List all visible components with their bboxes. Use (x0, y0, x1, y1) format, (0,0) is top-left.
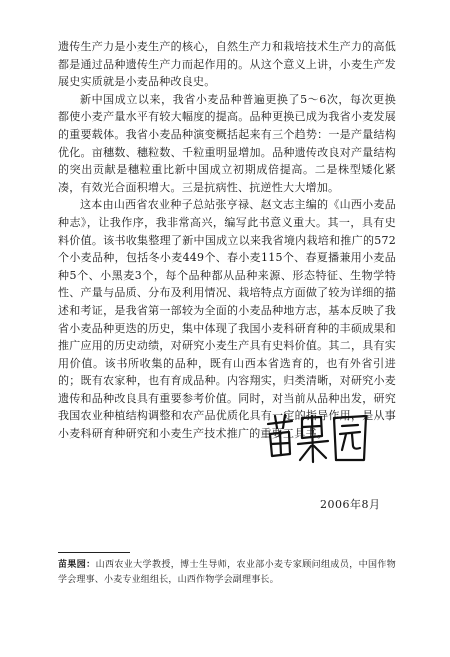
preface-body (58, 38, 396, 443)
paragraph-2: 新中国成立以来，我省小麦品种普遍更换了5～6次，每次更换都使小麦产量水平有较大幅度的提高。品种更换已成为我省小麦发展的重要载体。我省小麦品种演变概括起来有三个趋势：一是产量结构优化。亩穗数、穗粒数、千粒重明显增加。品种遗传改良对产量结构的突出贡献是穗粒重比新中国成立初期成倍提高。二是株型矮化紧凑，有效光合面积增大。三是抗病性、抗逆性大大增加。 (58, 92, 396, 194)
paragraph-3: 这本由山西省农业种子总站张亨禄、赵文志主编的《山西小麦品种志》，让我作序，我非常高兴，编写此书意义重大。其一，具有史料价值。该书收集整理了新中国成立以来我省境内栽培和推广的572个小麦品种，包括冬小麦449个、春小麦115个、春夏播兼用小麦品种5个、小黑麦3个，每个品种都从品种来源、形态特征、生物学特性、产量与品质、分布及利用情况、栽培特点方面做了较为详细的描述和考证，是我省第一部较为全面的小麦品种地方志，基本反映了我省小麦品种更迭的历史，集中体现了我国小麦科研育种的丰硕成果和推广应用的历史动绩，对研究小麦生产具有史料价值。其二，具有实用价值。该书所收集的品种，既有山西本省选育的，也有外省引进的；既有农家种，也有育成品种。内容翔实，归类清晰，对研究小麦遗传和品种改良具有重要参考价值。同时，对当前从品种出发，研究我国农业种植结构调整和农产品优质化具有一定的指导作用，是从事小麦科研育种研究和小麦生产技术推广的重要工具书。 (58, 198, 396, 441)
paragraph-1: 遗传生产力是小麦生产的核心，自然生产力和栽培技术生产力的高低都是通过品种遗传生产力而起作用的。从这个意义上讲，小麦生产发展史实质就是小麦品种改良史。 (58, 40, 396, 89)
footnote (58, 558, 396, 588)
handwritten-signature (262, 410, 374, 468)
footnote-author-bio: 山西农业大学教授，博士生导师，农业部小麦专家顾问组成员，中国作物学会理事、小麦专业组组长，山西作物学会副理事长。 (58, 560, 396, 585)
footnote-author-name: 苗果园： (58, 560, 96, 570)
footnote-divider (58, 552, 130, 553)
signature-date: 2006年8月 (320, 498, 381, 511)
